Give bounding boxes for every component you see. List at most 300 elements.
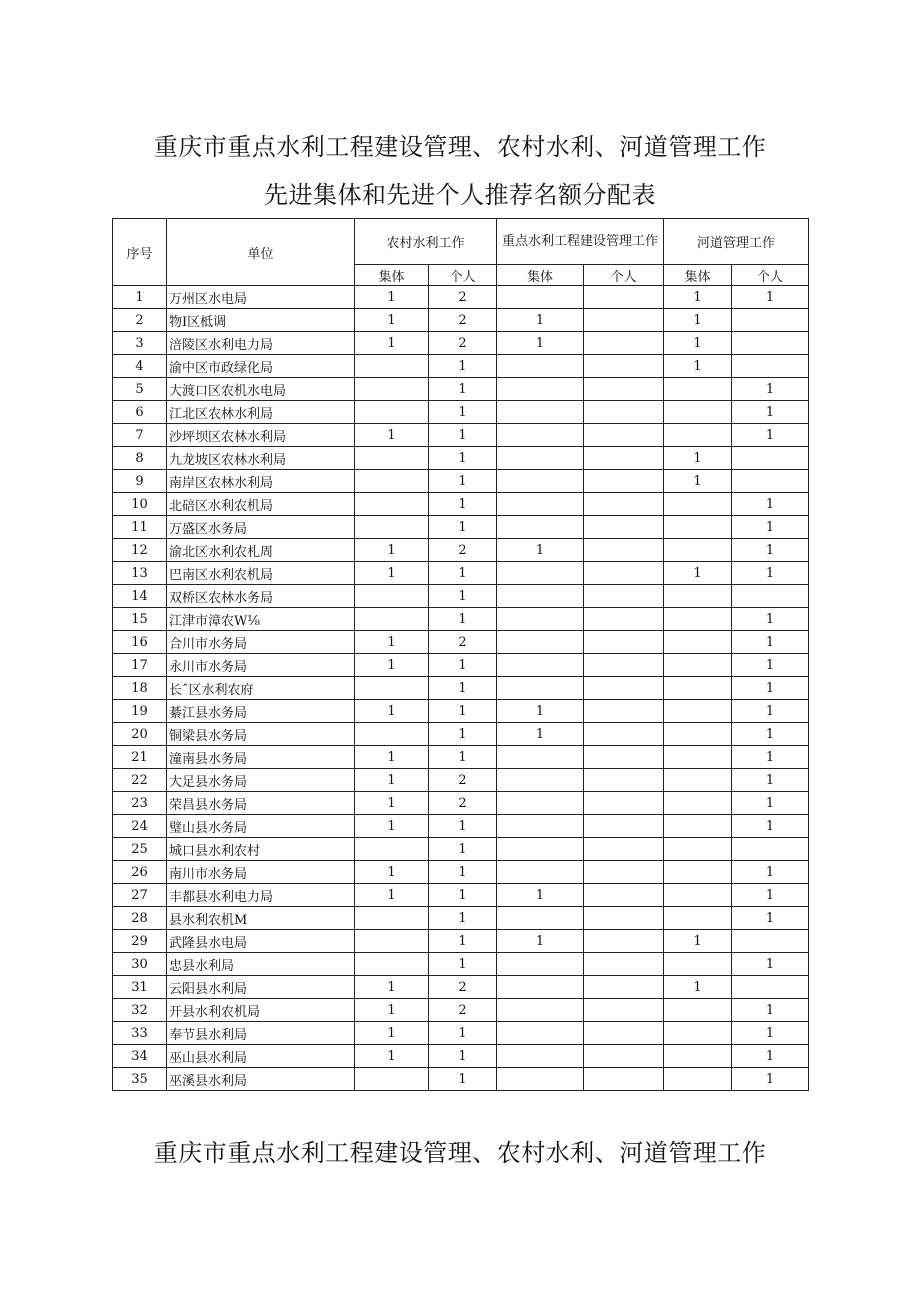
project-collective-cell [497,562,584,585]
table-row [113,907,809,930]
rural-individual-cell: 1 [429,700,497,723]
project-individual-cell [584,654,664,677]
table-row [113,838,809,861]
project-collective-cell: 1 [497,332,584,355]
project-collective-cell [497,976,584,999]
unit-name-cell: 大渡口区农机水电局 [167,378,355,401]
table-row [113,1022,809,1045]
table-row [113,815,809,838]
unit-name-cell: 奉节县水利局 [167,1022,355,1045]
row-index-cell: 19 [113,700,167,723]
project-individual-cell [584,332,664,355]
row-index-cell: 11 [113,516,167,539]
rural-collective-cell: 1 [355,815,429,838]
row-index-cell: 30 [113,953,167,976]
river-individual-cell: 1 [732,631,809,654]
river-individual-cell: 1 [732,953,809,976]
project-collective-cell [497,493,584,516]
river-collective-cell [664,792,732,815]
project-individual-cell [584,1045,664,1068]
row-index-cell: 9 [113,470,167,493]
rural-collective-cell: 1 [355,792,429,815]
project-collective-cell [497,470,584,493]
table-row [113,424,809,447]
rural-individual-cell: 2 [429,332,497,355]
river-collective-cell [664,378,732,401]
rural-collective-cell [355,355,429,378]
row-index-cell: 12 [113,539,167,562]
project-collective-cell [497,585,584,608]
header-rural-collective: 集体 [355,265,429,286]
river-collective-cell [664,700,732,723]
rural-collective-cell [355,516,429,539]
rural-individual-cell: 1 [429,953,497,976]
rural-individual-cell: 1 [429,884,497,907]
river-individual-cell: 1 [732,562,809,585]
river-individual-cell [732,930,809,953]
table-row [113,884,809,907]
unit-name-cell: 巫溪县水利局 [167,1068,355,1091]
project-individual-cell [584,562,664,585]
row-index-cell: 31 [113,976,167,999]
project-individual-cell [584,286,664,309]
table-row [113,309,809,332]
rural-individual-cell: 1 [429,470,497,493]
row-index-cell: 6 [113,401,167,424]
project-collective-cell: 1 [497,930,584,953]
header-rural-water: 农村水利工作 [355,219,497,265]
river-individual-cell: 1 [732,1022,809,1045]
unit-name-cell: 合川市水务局 [167,631,355,654]
project-individual-cell [584,631,664,654]
rural-individual-cell: 1 [429,654,497,677]
river-individual-cell: 1 [732,1068,809,1091]
river-individual-cell [732,332,809,355]
rural-individual-cell: 2 [429,286,497,309]
project-collective-cell [497,1022,584,1045]
project-individual-cell [584,424,664,447]
header-river-collective: 集体 [664,265,732,286]
unit-name-cell: 沙坪坝区农林水利局 [167,424,355,447]
river-collective-cell [664,838,732,861]
rural-collective-cell: 1 [355,1022,429,1045]
river-collective-cell: 1 [664,447,732,470]
row-index-cell: 26 [113,861,167,884]
river-individual-cell: 1 [732,539,809,562]
project-collective-cell [497,815,584,838]
table-row [113,976,809,999]
river-collective-cell [664,746,732,769]
project-individual-cell [584,355,664,378]
rural-individual-cell: 1 [429,355,497,378]
project-individual-cell [584,792,664,815]
rural-collective-cell: 1 [355,700,429,723]
river-collective-cell [664,953,732,976]
project-individual-cell [584,585,664,608]
river-individual-cell: 1 [732,861,809,884]
unit-name-cell: 渝北区水利农札周 [167,539,355,562]
river-collective-cell [664,608,732,631]
project-collective-cell [497,516,584,539]
row-index-cell: 16 [113,631,167,654]
row-index-cell: 32 [113,999,167,1022]
project-collective-cell [497,953,584,976]
river-collective-cell: 1 [664,470,732,493]
river-individual-cell [732,838,809,861]
table-row [113,769,809,792]
unit-name-cell: 县水利农机M [167,907,355,930]
rural-individual-cell: 1 [429,677,497,700]
rural-collective-cell: 1 [355,999,429,1022]
table-row [113,286,809,309]
river-individual-cell: 1 [732,769,809,792]
river-collective-cell [664,907,732,930]
table-row [113,930,809,953]
row-index-cell: 28 [113,907,167,930]
river-individual-cell [732,355,809,378]
unit-name-cell: 永川市水务局 [167,654,355,677]
project-collective-cell [497,286,584,309]
unit-name-cell: 潼南县水务局 [167,746,355,769]
rural-collective-cell: 1 [355,1045,429,1068]
table-row [113,1045,809,1068]
project-collective-cell [497,355,584,378]
project-collective-cell: 1 [497,309,584,332]
table-row [113,516,809,539]
project-collective-cell [497,677,584,700]
river-individual-cell: 1 [732,493,809,516]
project-collective-cell [497,631,584,654]
rural-individual-cell: 1 [429,930,497,953]
rural-collective-cell [355,447,429,470]
row-index-cell: 18 [113,677,167,700]
river-collective-cell [664,424,732,447]
rural-collective-cell [355,838,429,861]
table-row [113,378,809,401]
rural-individual-cell: 1 [429,516,497,539]
river-individual-cell: 1 [732,516,809,539]
table-row [113,631,809,654]
rural-collective-cell: 1 [355,861,429,884]
table-row [113,585,809,608]
table-row [113,401,809,424]
river-individual-cell: 1 [732,608,809,631]
project-collective-cell: 1 [497,884,584,907]
unit-name-cell: 江北区农林水利局 [167,401,355,424]
table-row [113,792,809,815]
project-collective-cell: 1 [497,723,584,746]
river-collective-cell [664,815,732,838]
table-row [113,953,809,976]
rural-individual-cell: 1 [429,815,497,838]
rural-individual-cell: 2 [429,631,497,654]
header-key-project: 重点水利工程建设管理工作 [497,219,664,265]
unit-name-cell: 万盛区水务局 [167,516,355,539]
river-individual-cell [732,309,809,332]
project-individual-cell [584,378,664,401]
header-unit: 单位 [167,219,355,286]
river-individual-cell: 1 [732,884,809,907]
project-individual-cell [584,723,664,746]
river-collective-cell [664,631,732,654]
river-collective-cell [664,654,732,677]
project-collective-cell [497,424,584,447]
project-collective-cell [497,999,584,1022]
row-index-cell: 35 [113,1068,167,1091]
river-collective-cell: 1 [664,332,732,355]
header-project-individual: 个人 [584,265,664,286]
header-river-individual: 个人 [732,265,809,286]
unit-name-cell: 北碚区水利农机局 [167,493,355,516]
table-row [113,1068,809,1091]
row-index-cell: 21 [113,746,167,769]
project-collective-cell [497,861,584,884]
row-index-cell: 8 [113,447,167,470]
river-individual-cell: 1 [732,700,809,723]
unit-name-cell: 南岸区农林水利局 [167,470,355,493]
project-collective-cell: 1 [497,700,584,723]
project-individual-cell [584,470,664,493]
unit-name-cell: 九龙坡区农林水利局 [167,447,355,470]
unit-name-cell: 物I区柢调 [167,309,355,332]
header-rural-individual: 个人 [429,265,497,286]
river-individual-cell: 1 [732,401,809,424]
project-collective-cell [497,792,584,815]
river-collective-cell: 1 [664,930,732,953]
rural-individual-cell: 1 [429,378,497,401]
river-collective-cell [664,1045,732,1068]
row-index-cell: 34 [113,1045,167,1068]
rural-collective-cell [355,953,429,976]
river-individual-cell: 1 [732,907,809,930]
river-individual-cell [732,585,809,608]
unit-name-cell: 忠县水利局 [167,953,355,976]
project-collective-cell [497,746,584,769]
table-row [113,493,809,516]
rural-individual-cell: 2 [429,769,497,792]
rural-collective-cell: 1 [355,309,429,332]
rural-collective-cell: 1 [355,746,429,769]
rural-individual-cell: 1 [429,907,497,930]
rural-collective-cell [355,493,429,516]
unit-name-cell: 大足县水务局 [167,769,355,792]
rural-collective-cell [355,608,429,631]
rural-individual-cell: 2 [429,309,497,332]
unit-name-cell: 万州区水电局 [167,286,355,309]
project-individual-cell [584,953,664,976]
document-title: 重庆市重点水利工程建设管理、农村水利、河道管理工作 [153,133,767,161]
river-individual-cell: 1 [732,815,809,838]
continued-title: 重庆市重点水利工程建设管理、农村水利、河道管理工作 [153,1139,767,1167]
river-collective-cell: 1 [664,976,732,999]
rural-individual-cell: 1 [429,493,497,516]
table-row [113,861,809,884]
project-individual-cell [584,447,664,470]
river-collective-cell: 1 [664,286,732,309]
rural-collective-cell [355,677,429,700]
project-individual-cell [584,746,664,769]
row-index-cell: 7 [113,424,167,447]
rural-collective-cell: 1 [355,976,429,999]
river-individual-cell: 1 [732,1045,809,1068]
rural-collective-cell [355,401,429,424]
project-individual-cell [584,700,664,723]
rural-collective-cell: 1 [355,332,429,355]
project-collective-cell [497,401,584,424]
project-collective-cell: 1 [497,539,584,562]
rural-individual-cell: 1 [429,608,497,631]
row-index-cell: 33 [113,1022,167,1045]
row-index-cell: 27 [113,884,167,907]
unit-name-cell: 巴南区水利农机局 [167,562,355,585]
project-collective-cell [497,654,584,677]
rural-individual-cell: 2 [429,999,497,1022]
table-row [113,447,809,470]
river-collective-cell [664,401,732,424]
river-collective-cell [664,585,732,608]
rural-individual-cell: 1 [429,401,497,424]
project-individual-cell [584,999,664,1022]
table-row [113,654,809,677]
rural-collective-cell [355,470,429,493]
project-individual-cell [584,309,664,332]
header-project-collective: 集体 [497,265,584,286]
river-individual-cell: 1 [732,999,809,1022]
table-row [113,723,809,746]
project-individual-cell [584,1022,664,1045]
project-individual-cell [584,516,664,539]
project-individual-cell [584,677,664,700]
rural-collective-cell: 1 [355,539,429,562]
river-individual-cell: 1 [732,723,809,746]
project-collective-cell [497,378,584,401]
project-collective-cell [497,1068,584,1091]
river-individual-cell: 1 [732,378,809,401]
rural-individual-cell: 1 [429,838,497,861]
project-individual-cell [584,493,664,516]
project-individual-cell [584,907,664,930]
project-individual-cell [584,976,664,999]
project-collective-cell [497,907,584,930]
row-index-cell: 20 [113,723,167,746]
unit-name-cell: 铜梁县水务局 [167,723,355,746]
river-collective-cell [664,493,732,516]
unit-name-cell: 綦江县水务局 [167,700,355,723]
unit-name-cell: 南川市水务局 [167,861,355,884]
river-individual-cell: 1 [732,286,809,309]
allocation-table [112,218,809,1091]
row-index-cell: 14 [113,585,167,608]
project-individual-cell [584,838,664,861]
table-row [113,999,809,1022]
rural-individual-cell: 2 [429,976,497,999]
unit-name-cell: 城口县水利农村 [167,838,355,861]
project-collective-cell [497,608,584,631]
river-individual-cell: 1 [732,746,809,769]
table-row [113,562,809,585]
row-index-cell: 15 [113,608,167,631]
row-index-cell: 1 [113,286,167,309]
row-index-cell: 24 [113,815,167,838]
rural-collective-cell [355,907,429,930]
row-index-cell: 3 [113,332,167,355]
unit-name-cell: 渝中区市政绿化局 [167,355,355,378]
table-row [113,608,809,631]
table-row [113,677,809,700]
row-index-cell: 2 [113,309,167,332]
rural-collective-cell: 1 [355,562,429,585]
unit-name-cell: 涪陵区水利电力局 [167,332,355,355]
rural-collective-cell: 1 [355,424,429,447]
unit-name-cell: 开县水利农机局 [167,999,355,1022]
project-individual-cell [584,608,664,631]
rural-collective-cell [355,930,429,953]
river-collective-cell [664,677,732,700]
river-individual-cell: 1 [732,792,809,815]
unit-name-cell: 璧山县水务局 [167,815,355,838]
river-individual-cell: 1 [732,654,809,677]
row-index-cell: 5 [113,378,167,401]
river-collective-cell [664,539,732,562]
unit-name-cell: 武隆县水电局 [167,930,355,953]
project-individual-cell [584,769,664,792]
project-individual-cell [584,930,664,953]
row-index-cell: 13 [113,562,167,585]
unit-name-cell: 云阳县水利局 [167,976,355,999]
river-collective-cell [664,861,732,884]
row-index-cell: 29 [113,930,167,953]
rural-individual-cell: 1 [429,723,497,746]
rural-individual-cell: 1 [429,424,497,447]
row-index-cell: 4 [113,355,167,378]
row-index-cell: 25 [113,838,167,861]
row-index-cell: 23 [113,792,167,815]
river-collective-cell [664,1022,732,1045]
rural-individual-cell: 1 [429,585,497,608]
table-row [113,470,809,493]
project-individual-cell [584,539,664,562]
header-river-management: 河道管理工作 [664,219,809,265]
rural-collective-cell [355,723,429,746]
rural-individual-cell: 1 [429,861,497,884]
unit-name-cell: 长ˆ区水利农府 [167,677,355,700]
river-collective-cell [664,516,732,539]
project-collective-cell [497,838,584,861]
river-collective-cell [664,884,732,907]
rural-collective-cell [355,378,429,401]
header-index: 序号 [113,219,167,286]
river-collective-cell [664,999,732,1022]
rural-individual-cell: 1 [429,447,497,470]
rural-individual-cell: 2 [429,539,497,562]
river-individual-cell [732,976,809,999]
row-index-cell: 10 [113,493,167,516]
rural-collective-cell: 1 [355,286,429,309]
unit-name-cell: 丰都县水利电力局 [167,884,355,907]
row-index-cell: 22 [113,769,167,792]
river-collective-cell [664,723,732,746]
river-individual-cell [732,447,809,470]
document-subtitle: 先进集体和先进个人推荐名额分配表 [264,181,656,209]
project-individual-cell [584,815,664,838]
project-collective-cell [497,1045,584,1068]
river-collective-cell [664,769,732,792]
river-individual-cell: 1 [732,424,809,447]
rural-individual-cell: 1 [429,746,497,769]
rural-individual-cell: 2 [429,792,497,815]
river-collective-cell: 1 [664,562,732,585]
rural-collective-cell: 1 [355,769,429,792]
